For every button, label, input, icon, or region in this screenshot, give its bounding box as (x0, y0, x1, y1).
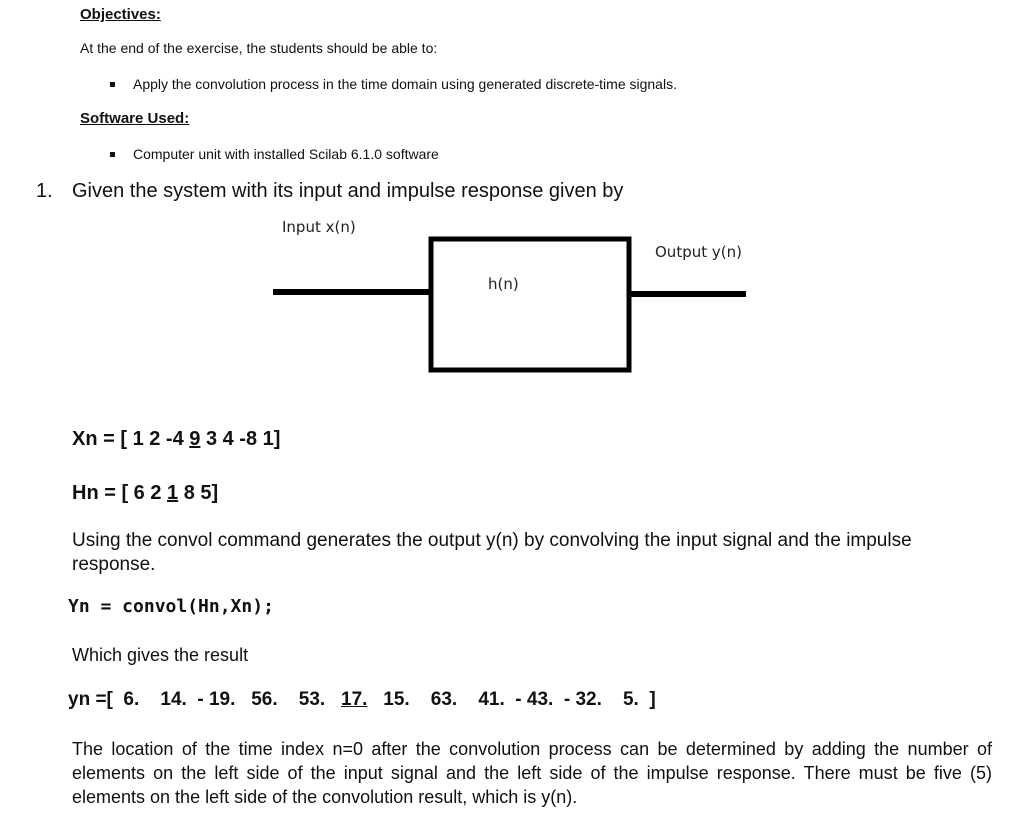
hn-equation: Hn = [ 6 2 1 8 5] (72, 482, 219, 504)
code-line: Yn = convol(Hn,Xn); (68, 596, 274, 617)
convol-paragraph: Using the convol command generates the output y(n) by convolving the input signal and the impulse response. (72, 530, 912, 575)
result-intro: Which gives the result (72, 645, 249, 665)
objective-text: Apply the convolution process in the time domain using generated discrete-time signals. (133, 76, 677, 92)
software-text: Computer unit with installed Scilab 6.1.0 software (133, 146, 439, 162)
software-heading: Software Used: (80, 110, 190, 127)
objectives-heading: Objectives: (80, 6, 161, 23)
xn-equation: Xn = [ 1 2 -4 9 3 4 -8 1] (72, 428, 281, 450)
xn-origin-marker: 9 (189, 428, 201, 450)
input-label: Input x(n) (282, 218, 356, 236)
system-block (431, 239, 629, 370)
closing-paragraph: The location of the time index n=0 after the convolution process can be determined by adding the number of elements on the left side of the input signal and the left side of the impulse response. There must be five (5) elements on the left side of the convolution result, which is y(n). (72, 739, 992, 807)
result-vector: yn =[ 6. 14. - 19. 56. 53. 17. 15. 63. 41. - 43. - 32. 5. ] (68, 689, 656, 710)
block-label: h(n) (488, 275, 519, 293)
result-origin-marker: 17. (341, 689, 368, 710)
output-label: Output y(n) (655, 243, 742, 261)
question-text: Given the system with its input and impulse response given by (72, 180, 624, 202)
system-diagram (0, 0, 1024, 400)
question-number: 1. (36, 180, 53, 202)
hn-origin-marker: 1 (167, 482, 179, 504)
objectives-intro: At the end of the exercise, the students should be able to: (80, 40, 438, 56)
